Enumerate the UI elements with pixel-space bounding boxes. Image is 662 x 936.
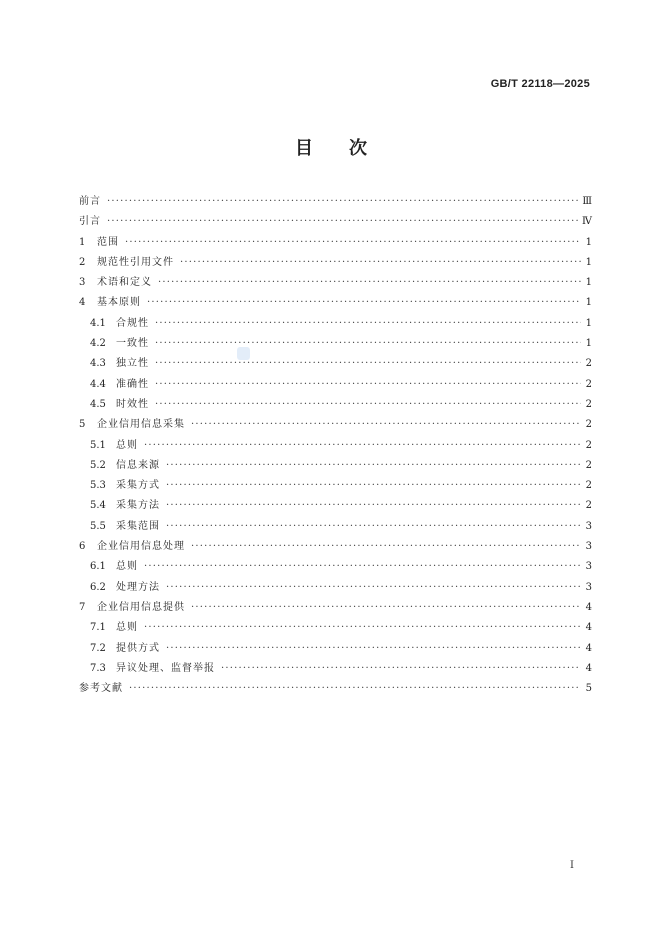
toc-entry-page: Ⅳ: [582, 216, 592, 228]
toc-leader-dots: [155, 354, 581, 374]
toc-entry[interactable]: [79, 314, 592, 334]
toc-leader-dots: [147, 293, 581, 313]
toc-entry-number: 1: [79, 236, 86, 248]
toc-entry-number: 6: [79, 541, 86, 553]
toc-entry[interactable]: [79, 293, 592, 313]
toc-entry[interactable]: [79, 557, 592, 577]
toc-entry-label: 总则: [116, 561, 138, 573]
toc-entry-page: 1: [585, 236, 592, 248]
toc-leader-dots: [191, 415, 581, 435]
toc-entry[interactable]: [79, 456, 592, 476]
toc-entry[interactable]: [79, 618, 592, 638]
toc-entry[interactable]: [79, 233, 592, 253]
toc-entry-page: 3: [585, 541, 592, 553]
toc-leader-dots: [221, 659, 581, 679]
toc-entry-label: 处理方法: [116, 581, 160, 593]
toc-entry-page: 3: [585, 520, 592, 532]
toc-leader-dots: [155, 334, 581, 354]
toc-entry-page: 4: [585, 642, 592, 654]
toc-entry-label: 时效性: [116, 398, 149, 410]
toc-entry-page: 2: [585, 459, 592, 471]
toc-entry-label: 企业信用信息提供: [97, 601, 185, 613]
toc-entry[interactable]: [79, 212, 592, 232]
toc-leader-dots: [180, 253, 581, 273]
toc-leader-dots: [166, 639, 581, 659]
toc-leader-dots: [166, 578, 581, 598]
toc-entry-number: 3: [79, 277, 86, 289]
toc-leader-dots: [166, 517, 581, 537]
toc-leader-dots: [158, 273, 581, 293]
toc-leader-dots: [144, 436, 581, 456]
toc-leader-dots: [125, 233, 581, 253]
title-char-1: 目: [295, 138, 313, 159]
toc-entry[interactable]: [79, 253, 592, 273]
toc-entry-label: 基本原则: [97, 297, 141, 309]
toc-entry-number: 5.2: [90, 459, 106, 471]
toc-leader-dots: [191, 537, 581, 557]
toc-entry-number: 7: [79, 601, 86, 613]
toc-entry[interactable]: [79, 375, 592, 395]
toc-entry-label: 范围: [97, 236, 119, 248]
toc-entry[interactable]: [79, 436, 592, 456]
toc-entry-page: 1: [585, 338, 592, 350]
toc-entry-label: 总则: [116, 622, 138, 634]
toc-entry-page: 4: [585, 601, 592, 613]
toc-entry-label: 术语和定义: [97, 277, 152, 289]
page-title: [0, 134, 662, 160]
toc-leader-dots: [155, 314, 581, 334]
toc-entry[interactable]: [79, 192, 592, 212]
toc-entry-page: 1: [585, 277, 592, 289]
toc-entry-page: 5: [585, 683, 592, 695]
toc-entry-label: 独立性: [116, 358, 149, 370]
toc-entry-label: 参考文献: [79, 683, 123, 695]
toc-entry-number: 7.1: [90, 622, 106, 634]
toc-leader-dots: [144, 557, 581, 577]
title-char-2: 次: [349, 138, 367, 159]
toc-leader-dots: [107, 192, 579, 212]
toc-entry-label: 提供方式: [116, 642, 160, 654]
toc-entry-page: 2: [585, 480, 592, 492]
toc-entry-label: 总则: [116, 439, 138, 451]
toc-entry[interactable]: [79, 598, 592, 618]
toc-entry-number: 4.3: [90, 358, 106, 370]
toc-leader-dots: [166, 456, 581, 476]
toc-entry-number: 6.1: [90, 561, 106, 573]
toc-entry-number: 5.4: [90, 500, 106, 512]
toc-entry-number: 4.1: [90, 317, 106, 329]
toc-entry-label: 一致性: [116, 338, 149, 350]
toc-entry[interactable]: [79, 334, 592, 354]
toc-entry-page: 2: [585, 419, 592, 431]
toc-entry-page: 1: [585, 317, 592, 329]
toc-entry-number: 4.5: [90, 398, 106, 410]
toc-leader-dots: [166, 496, 581, 516]
table-of-contents: [79, 192, 592, 699]
toc-entry-page: 4: [585, 662, 592, 674]
toc-entry[interactable]: [79, 537, 592, 557]
toc-entry-page: 2: [585, 378, 592, 390]
toc-entry-label: 企业信用信息采集: [97, 419, 185, 431]
toc-entry-number: 6.2: [90, 581, 106, 593]
toc-entry[interactable]: [79, 415, 592, 435]
toc-entry[interactable]: [79, 354, 592, 374]
toc-entry-page: 2: [585, 358, 592, 370]
toc-entry[interactable]: [79, 395, 592, 415]
toc-entry-page: 2: [585, 439, 592, 451]
toc-leader-dots: [166, 476, 581, 496]
toc-entry[interactable]: [79, 679, 592, 699]
toc-entry-page: Ⅲ: [582, 196, 592, 207]
toc-entry[interactable]: [79, 496, 592, 516]
toc-entry-number: 7.2: [90, 642, 106, 654]
toc-entry-label: 合规性: [116, 317, 149, 329]
toc-entry-label: 采集范围: [116, 520, 160, 532]
toc-entry-number: 4.4: [90, 378, 106, 390]
toc-entry-number: 4: [79, 297, 86, 309]
toc-entry-page: 2: [585, 398, 592, 410]
toc-entry-page: 1: [585, 256, 592, 268]
standard-code: GB/T 22118—2025: [490, 78, 590, 90]
toc-entry-number: 7.3: [90, 662, 106, 674]
toc-entry-label: 异议处理、监督举报: [116, 662, 215, 674]
toc-entry-page: 2: [585, 500, 592, 512]
toc-leader-dots: [191, 598, 581, 618]
toc-leader-dots: [107, 212, 579, 232]
toc-entry-page: 1: [585, 297, 592, 309]
toc-leader-dots: [155, 395, 581, 415]
toc-entry[interactable]: [79, 639, 592, 659]
toc-entry-number: 5.3: [90, 480, 106, 492]
toc-entry-label: 规范性引用文件: [97, 256, 174, 268]
toc-entry-label: 企业信用信息处理: [97, 541, 185, 553]
toc-leader-dots: [144, 618, 581, 638]
toc-entry-label: 信息来源: [116, 459, 160, 471]
toc-entry[interactable]: [79, 517, 592, 537]
toc-entry[interactable]: [79, 476, 592, 496]
toc-entry-label: 准确性: [116, 378, 149, 390]
toc-entry-page: 3: [585, 581, 592, 593]
toc-entry-number: 5: [79, 419, 86, 431]
toc-entry-number: 2: [79, 256, 86, 268]
toc-entry-number: 5.1: [90, 439, 106, 451]
toc-entry[interactable]: [79, 659, 592, 679]
toc-leader-dots: [129, 679, 581, 699]
toc-leader-dots: [155, 375, 581, 395]
toc-entry-page: 3: [585, 561, 592, 573]
toc-entry-label: 采集方式: [116, 480, 160, 492]
toc-entry-label: 引言: [79, 216, 101, 228]
toc-entry-number: 4.2: [90, 338, 106, 350]
toc-entry-number: 5.5: [90, 520, 106, 532]
toc-entry-label: 采集方法: [116, 500, 160, 512]
folio-page-number: Ⅰ: [570, 860, 574, 871]
toc-entry[interactable]: [79, 578, 592, 598]
toc-entry-page: 4: [585, 622, 592, 634]
toc-entry-label: 前言: [79, 196, 101, 207]
toc-entry[interactable]: [79, 273, 592, 293]
